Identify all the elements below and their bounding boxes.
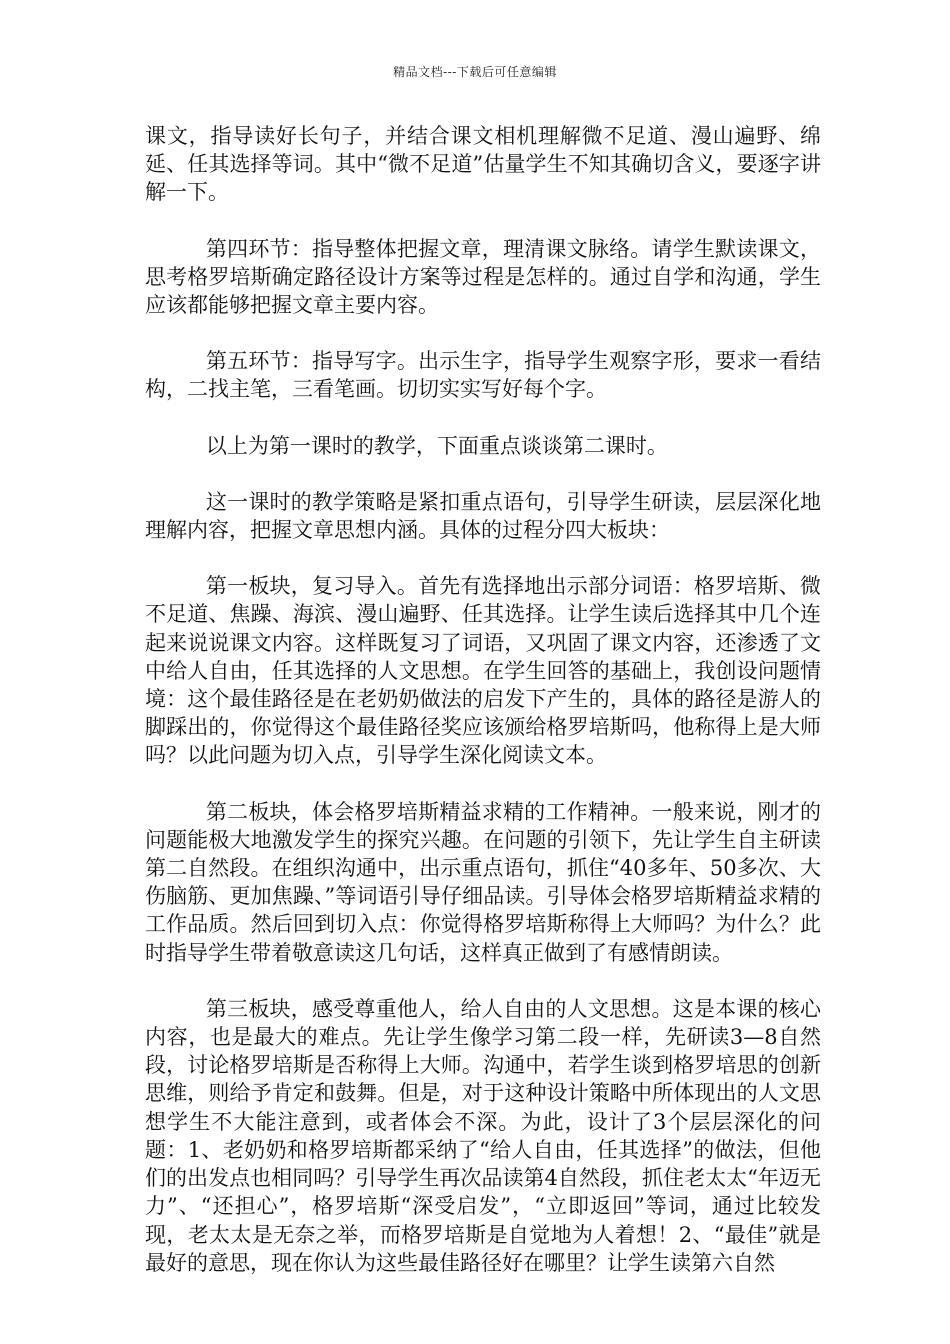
paragraph-6: 第一板块，复习导入。首先有选择地出示部分词语：格罗培斯、微不足道、焦躁、海滨、漫山遍野、任其选择。让学生读后选择其中几个连起来说说课文内容。这样既复习了词语，又巩固了课文内容，还渗透了文中给人自由，任其选择的人文思想。在学生回答的基础上，我创设问题情境：这个最佳路径是在老奶奶做法的启发下产生的，具体的路径是游人的脚踩出的，你觉得这个最佳路径奖应该颁给格罗培斯吗，他称得上是大师吗？以此问题为切入点，引导学生深化阅读文本。 [145, 574, 821, 768]
paragraph-3: 第五环节：指导写字。出示生字，指导学生观察字形，要求一看结构，二找主笔，三看笔画。切切实实写好每个字。 [145, 349, 821, 402]
page-header: 精品文档---下载后可任意编辑 [393, 65, 557, 79]
paragraph-5: 这一课时的教学策略是紧扣重点语句，引导学生研读，层层深化地理解内容，把握文章思想内涵。具体的过程分四大板块： [145, 489, 821, 543]
paragraph-1: 课文，指导读好长句子，并结合课文相机理解微不足道、漫山遍野、绵延、任其选择等词。其中“微不足道”估量学生不知其确切含义，要逐字讲解一下。 [145, 124, 821, 205]
paragraph-7: 第二板块，体会格罗培斯精益求精的工作精神。一般来说，刚才的问题能极大地激发学生的探究兴趣。在问题的引领下，先让学生自主研读第二自然段。在组织沟通中，出示重点语句，抓住“40多年、50多次、大伤脑筋、更加焦躁、”等词语引导仔细品读。引导体会格罗培斯精益求精的工作品质。然后回到切入点：你觉得格罗培斯称得上大师吗？为什么？此时指导学生带着敬意读这几句话，这样真正做到了有感情朗读。 [145, 799, 821, 965]
paragraph-4: 以上为第一课时的教学，下面重点谈谈第二课时。 [205, 433, 668, 458]
document-body [145, 122, 821, 1305]
paragraph-2: 第四环节：指导整体把握文章，理清课文脉络。请学生默读课文，思考格罗培斯确定路径设计方案等过程是怎样的。通过自学和沟通，学生应该都能够把握文章主要内容。 [145, 236, 821, 318]
paragraph-8: 第三板块，感受尊重他人，给人自由的人文思想。这是本课的核心内容，也是最大的难点。先让学生像学习第二段一样，先研读3—8自然段，讨论格罗培斯是否称得上大师。沟通中，若学生谈到格罗培思的创新思维，则给予肯定和鼓舞。但是，对于这种设计策略中所体现出的人文思想学生不大能注意到，或者体会不深。为此，设计了3个层层深化的问题：1、老奶奶和格罗培斯都采纳了“给人自由，任其选择”的做法，但他们的出发点也相同吗？引导学生再次品读第4自然段，抓住老太太“年迈无力”、“还担心”，格罗培斯“深受启发”，“立即返回”等词，通过比较发现，老太太是无奈之举，而格罗培斯是自觉地为人着想！2、“最佳”就是最好的意思，现在你认为这些最佳路径好在哪里？让学生读第六自然 [145, 996, 821, 1275]
